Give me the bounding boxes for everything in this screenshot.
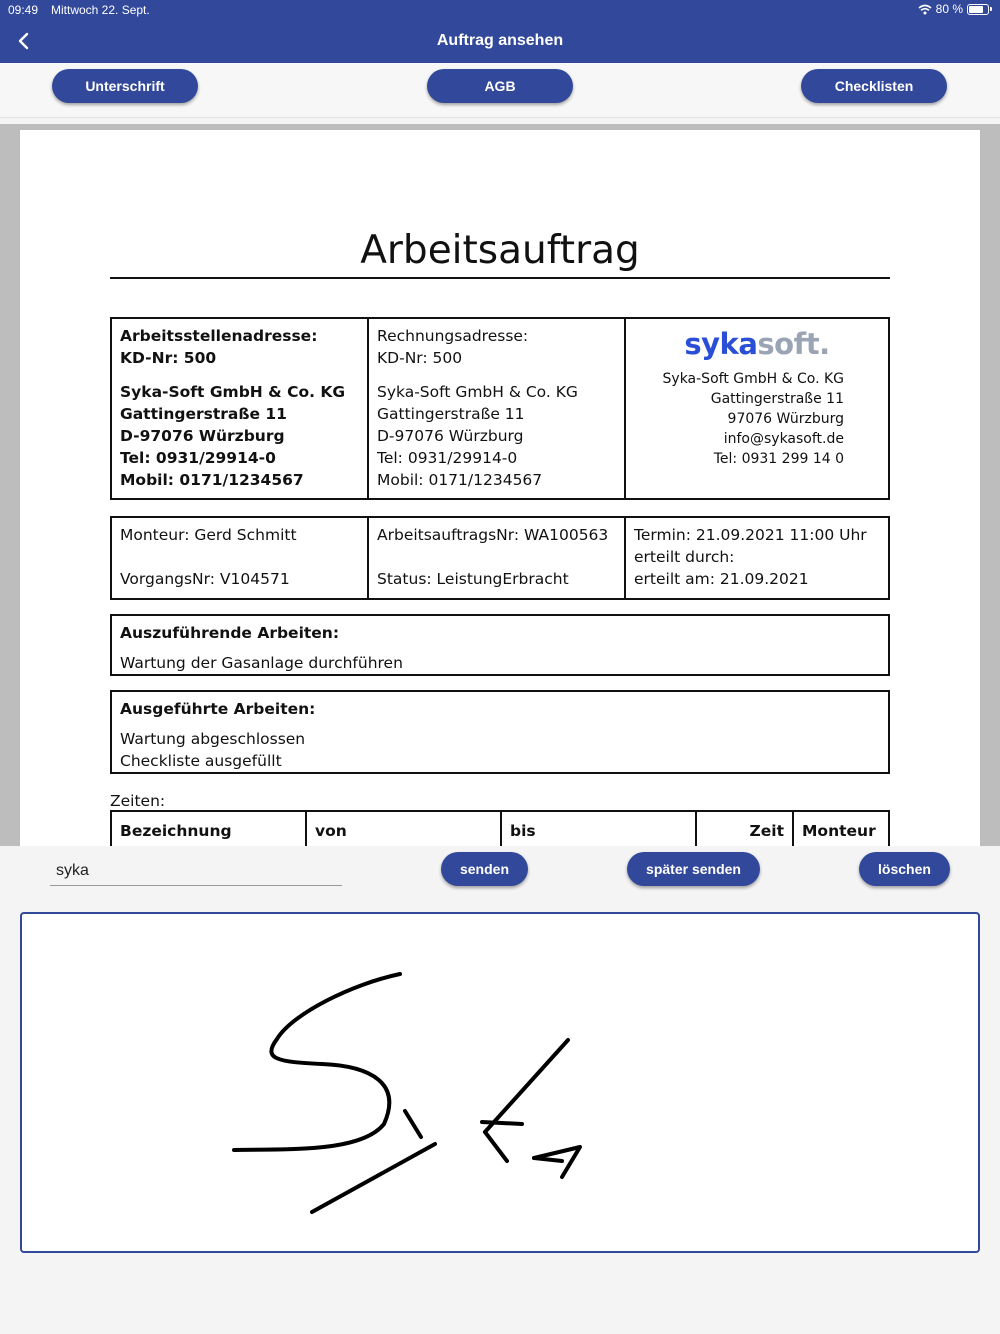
column-header: von xyxy=(307,812,502,846)
battery-level-fill xyxy=(969,6,983,13)
signature-drawing xyxy=(22,914,978,1251)
status-time: 09:49 xyxy=(8,3,39,17)
billing-mobile: Mobil: 0171/1234567 xyxy=(377,471,543,489)
worksite-address xyxy=(112,319,369,498)
order-meta-box xyxy=(110,516,890,600)
title-divider xyxy=(110,277,890,279)
page-title: Auftrag ansehen xyxy=(436,32,564,49)
sender-city: 97076 Würzburg xyxy=(727,411,844,427)
times-label: Zeiten: xyxy=(110,792,166,810)
appointment: Termin: 21.09.2021 11:00 Uhr xyxy=(634,526,867,544)
document-page xyxy=(20,130,980,846)
battery-percent: 80 % xyxy=(935,2,963,16)
top-bar xyxy=(0,0,1000,63)
worksite-company: Syka-Soft GmbH & Co. KG xyxy=(120,383,346,401)
order-number: ArbeitsauftragsNr: WA100563 xyxy=(377,526,609,544)
work-to-do-box xyxy=(110,614,890,676)
issued-by: erteilt durch: xyxy=(634,548,735,566)
meta-column-2 xyxy=(369,518,626,598)
order-status: Status: LeistungErbracht xyxy=(377,570,569,588)
billing-customer-no: KD-Nr: 500 xyxy=(377,349,463,367)
technician: Monteur: Gerd Schmitt xyxy=(120,526,297,544)
meta-column-1 xyxy=(112,518,369,598)
battery-icon xyxy=(967,4,989,15)
worksite-city: D-97076 Würzburg xyxy=(120,427,285,445)
logo-text-syka: syka xyxy=(684,327,758,361)
status-date: Mittwoch 22. Sept. xyxy=(51,3,150,17)
sender-address xyxy=(626,319,888,498)
sender-phone: Tel: 0931 299 14 0 xyxy=(713,451,844,467)
billing-street: Gattingerstraße 11 xyxy=(377,405,525,423)
billing-company: Syka-Soft GmbH & Co. KG xyxy=(377,383,578,401)
sender-company: Syka-Soft GmbH & Co. KG xyxy=(662,371,844,387)
work-done-line: Checkliste ausgefüllt xyxy=(120,752,282,770)
column-header: Zeit xyxy=(697,812,794,846)
agb-button[interactable]: AGB xyxy=(427,69,573,103)
toolbar xyxy=(0,63,1000,118)
worksite-customer-no: KD-Nr: 500 xyxy=(120,349,217,367)
worksite-phone: Tel: 0931/29914-0 xyxy=(120,449,276,467)
column-header: Monteur xyxy=(802,822,876,840)
times-table-header xyxy=(110,810,890,846)
sender-email: info@sykasoft.de xyxy=(723,431,844,447)
signature-pad[interactable] xyxy=(20,912,980,1253)
address-box xyxy=(110,317,890,500)
meta-column-3 xyxy=(626,518,888,598)
logo-text-soft: soft. xyxy=(757,327,830,361)
worksite-mobile: Mobil: 0171/1234567 xyxy=(120,471,304,489)
worksite-street: Gattingerstraße 11 xyxy=(120,405,287,423)
billing-phone: Tel: 0931/29914-0 xyxy=(377,449,518,467)
send-button[interactable]: senden xyxy=(441,852,528,886)
column-header: Bezeichnung xyxy=(112,812,307,846)
billing-address xyxy=(369,319,626,498)
signature-controls xyxy=(0,846,1000,912)
document-title: Arbeitsauftrag xyxy=(360,228,640,273)
checklists-button[interactable]: Checklisten xyxy=(801,69,947,103)
document-viewer[interactable] xyxy=(0,124,1000,846)
work-to-do-heading: Auszuführende Arbeiten: xyxy=(120,624,340,642)
process-number: VorgangsNr: V104571 xyxy=(120,570,290,588)
sender-street: Gattingerstraße 11 xyxy=(710,391,844,407)
billing-heading: Rechnungsadresse: xyxy=(377,327,529,345)
signer-name-input[interactable] xyxy=(50,856,342,886)
billing-city: D-97076 Würzburg xyxy=(377,427,524,445)
work-done-heading: Ausgeführte Arbeiten: xyxy=(120,700,316,718)
company-logo xyxy=(634,327,880,361)
send-later-button[interactable]: später senden xyxy=(627,852,760,886)
status-indicators xyxy=(918,2,992,16)
worksite-heading: Arbeitsstellenadresse: xyxy=(120,327,318,345)
signature-button[interactable]: Unterschrift xyxy=(52,69,198,103)
work-done-box xyxy=(110,690,890,774)
battery-nub xyxy=(990,7,992,11)
issued-on: erteilt am: 21.09.2021 xyxy=(634,570,809,588)
work-done-line: Wartung abgeschlossen xyxy=(120,730,306,748)
clear-signature-button[interactable]: löschen xyxy=(859,852,950,886)
work-to-do-text: Wartung der Gasanlage durchführen xyxy=(120,654,403,672)
column-header: bis xyxy=(502,812,697,846)
wifi-icon xyxy=(918,4,932,15)
